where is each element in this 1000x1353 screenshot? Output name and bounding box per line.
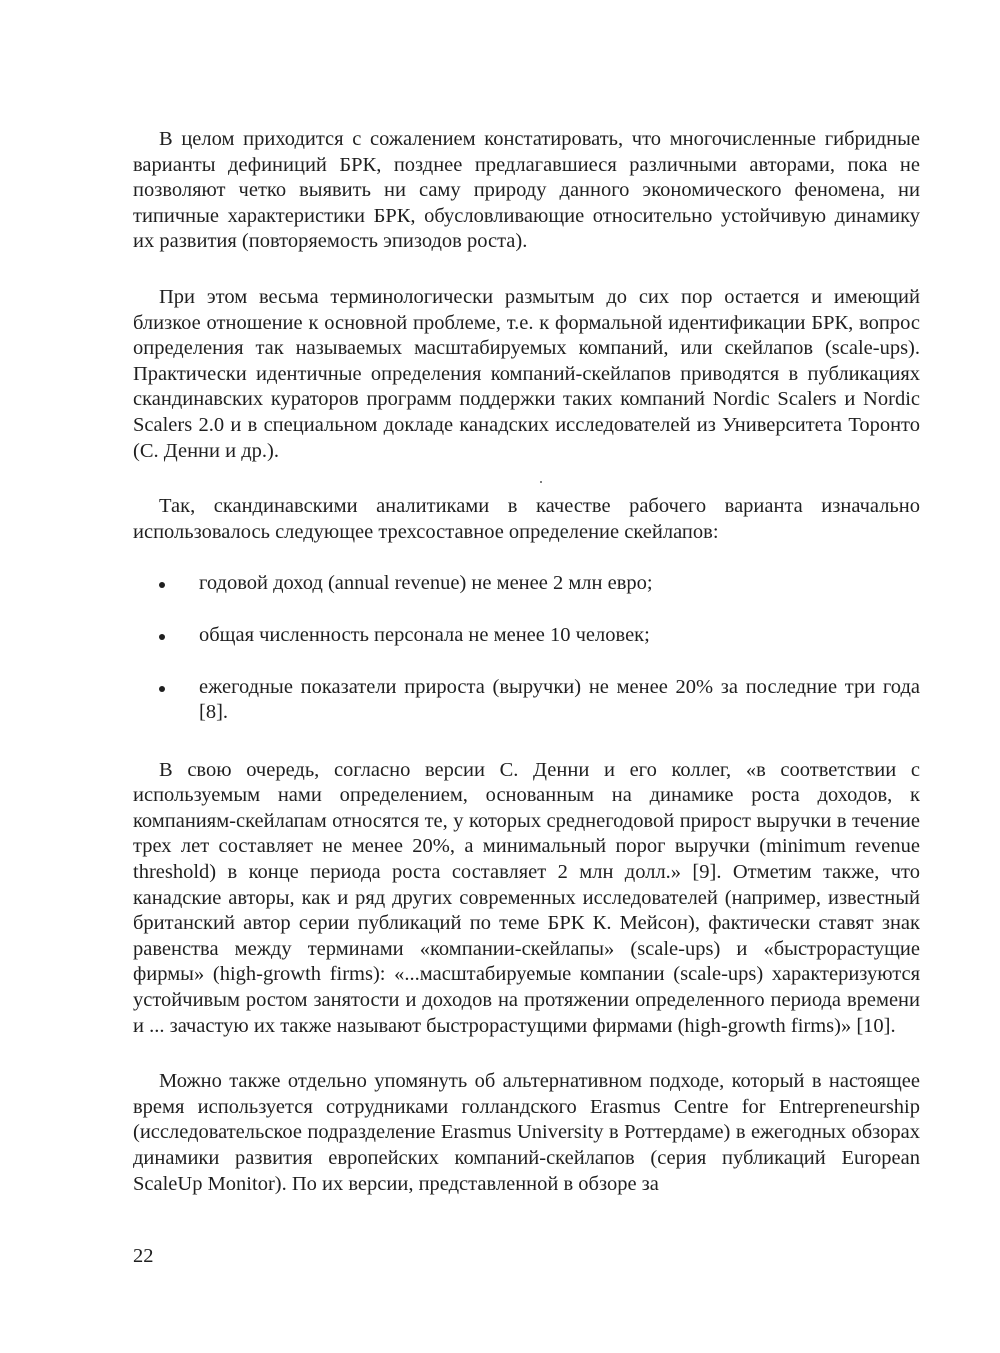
- bullet-icon: [159, 582, 165, 588]
- paragraph-5: Можно также отдельно упомянуть об альтернативном подходе, который в настоящее время используется сотрудниками голландского Erasmus Centre for Entrepreneurship (исследовательское подразделение Erasmus University в Роттердаме) в ежегодных обзорах динамики развития европейских компаний-скейлапов (серия публикаций European ScaleUp Monitor). По их версии, представленной в обзоре за: [133, 1070, 920, 1195]
- list-item: [133, 675, 920, 726]
- page-number: 22: [133, 1245, 154, 1267]
- bullet-icon: [159, 686, 165, 692]
- bullet-icon: [159, 634, 165, 640]
- list-item: [133, 571, 920, 597]
- paragraph-2: При этом весьма терминологически размытым до сих пор остается и имеющий близкое отношение к основной проблеме, т.е. к формальной идентификации БРК, вопрос определения так называемых масштабируемых компаний, или скейлапов (scale-ups). Практически идентичные определения компаний-скейлапов приводятся в публикациях скандинавских кураторов программ поддержки таких компаний Nordic Scalers и Nordic Scalers 2.0 и в специальном докладе канадских исследователей из Университета Торонто (С. Денни и др.).: [133, 285, 920, 462]
- scan-speck: [540, 481, 542, 483]
- list-item: [133, 623, 920, 649]
- paragraph-3: Так, скандинавскими аналитиками в качестве рабочего варианта изначально использовалось следующее трехсоставное определение скейлапов:: [133, 495, 920, 543]
- paragraph-1: В целом приходится с сожалением констатировать, что многочисленные гибридные варианты дефиниций БРК, позднее предлагавшиеся различными авторами, пока не позволяют четко выявить ни саму природу данного экономического феномена, ни типичные характеристики БРК, обусловливающие относительно устойчивую динамику их развития (повторяемость эпизодов роста).: [133, 128, 920, 253]
- criteria-list: [133, 571, 920, 725]
- list-item-text: годовой доход (annual revenue) не менее 2 млн евро;: [199, 572, 653, 595]
- paragraph-4: В свою очередь, согласно версии С. Денни и его коллег, «в соответствии с используемым нами определением, основанным на динамике роста доходов, к компаниям-скейлапам относятся те, у которых среднегодовой прирост выручки в течение трех лет составляет не менее 20%, а минимальный порог выручки (minimum revenue threshold) в конце периода роста составляет 2 млн долл.» [9]. Отметим также, что канадские авторы, как и ряд других современных исследователей (например, известный британский автор серии публикаций по теме БРК К. Мейсон), фактически ставят знак равенства между терминами «компании-скейлапы» (scale-ups) и «быстрорастущие фирмы» (high-growth firms): «...масштабируемые компании (scale-ups) характеризуются устойчивым ростом занятости и доходов на протяжении определенного периода времени и ... зачастую их также называют быстрорастущими фирмами (high-growth firms)» [10].: [133, 758, 920, 1037]
- page-body: [133, 127, 920, 1197]
- list-item-text: ежегодные показатели прироста (выручки) не менее 20% за последние три года [8].: [199, 675, 920, 724]
- list-item-text: общая численность персонала не менее 10 человек;: [199, 623, 650, 646]
